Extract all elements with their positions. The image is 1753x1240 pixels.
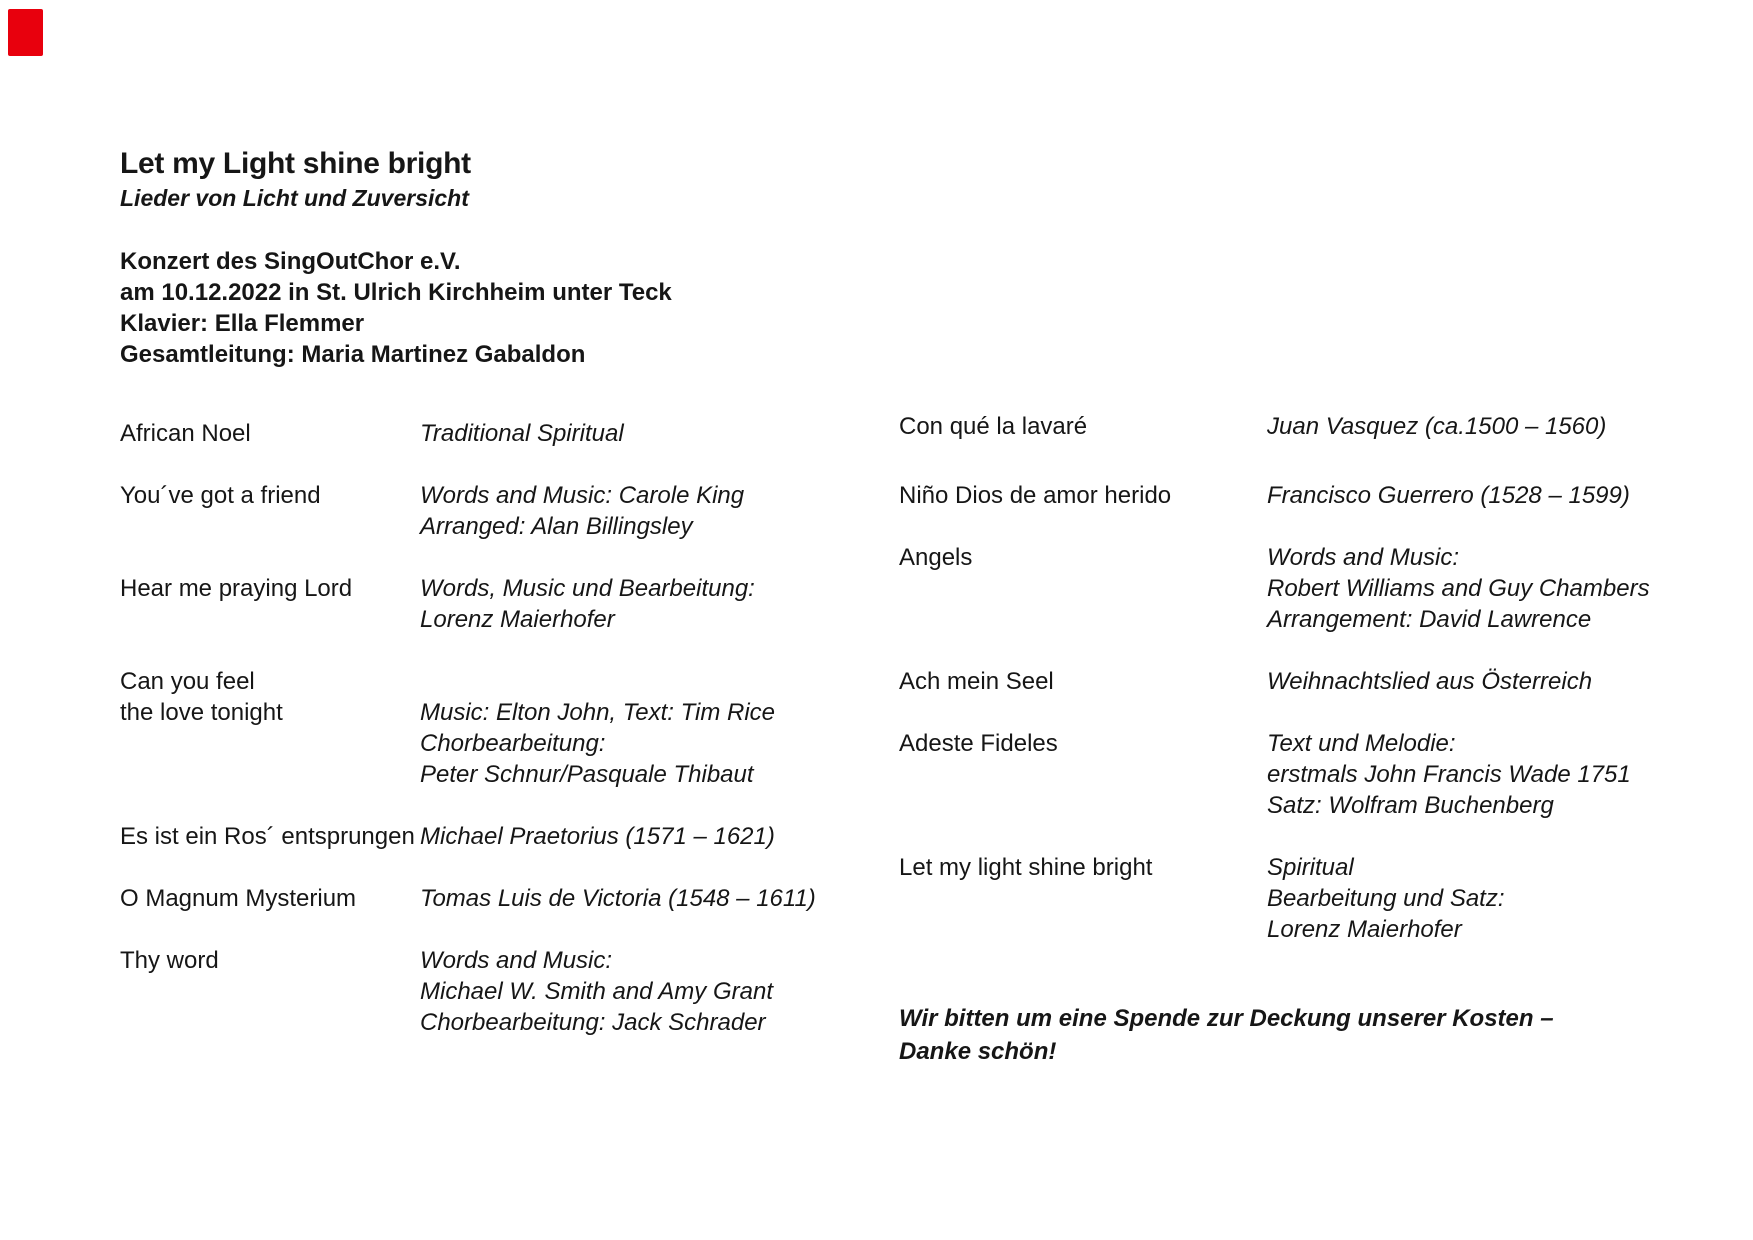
song-credits-line: Words, Music und Bearbeitung: [420, 575, 755, 602]
program-entry [899, 411, 1719, 442]
song-credits [1267, 852, 1719, 945]
program-entry [120, 821, 880, 852]
song-title [120, 821, 420, 852]
song-credits-line: Lorenz Maierhofer [420, 606, 615, 633]
concert-info-line: am 10.12.2022 in St. Ulrich Kirchheim unter Teck [120, 279, 672, 306]
song-title-line: Con qué la lavaré [899, 413, 1088, 440]
song-title-line: Can you feel [120, 668, 255, 695]
song-title-line: Es ist ein Ros´ entsprungen [120, 823, 415, 850]
song-credits [420, 945, 880, 1038]
song-credits [1267, 411, 1719, 442]
song-credits-line: Satz: Wolfram Buchenberg [1267, 792, 1554, 819]
song-credits-line: Text und Melodie: [1267, 730, 1456, 757]
song-credits-line: Juan Vasquez (ca.1500 – 1560) [1267, 413, 1607, 440]
donation-note-line: Wir bitten um eine Spende zur Deckung unserer Kosten – [899, 1005, 1554, 1032]
donation-note-line: Danke schön! [899, 1038, 1057, 1065]
program-entry [120, 418, 880, 449]
song-credits-line: Peter Schnur/Pasquale Thibaut [420, 761, 754, 788]
song-credits-line: erstmals John Francis Wade 1751 [1267, 761, 1631, 788]
program-entry [120, 666, 880, 790]
song-credits-line: Arranged: Alan Billingsley [420, 513, 693, 540]
song-credits-line: Music: Elton John, Text: Tim Rice [420, 699, 776, 726]
song-title-line: Ach mein Seel [899, 668, 1054, 695]
program-entry [899, 480, 1719, 511]
program-column-left [120, 418, 880, 1038]
song-credits-line: Words and Music: [1267, 544, 1460, 571]
program-entry [120, 573, 880, 635]
song-credits-line: Arrangement: David Lawrence [1267, 606, 1592, 633]
page-title: Let my Light shine bright [120, 147, 471, 180]
song-credits [420, 821, 880, 852]
song-title-line: African Noel [120, 420, 251, 447]
song-title-line: the love tonight [120, 699, 283, 726]
song-credits [420, 666, 880, 790]
song-credits [420, 883, 880, 914]
song-title-line: Angels [899, 544, 973, 571]
page-subtitle: Lieder von Licht und Zuversicht [120, 185, 469, 211]
song-title-line: Thy word [120, 947, 219, 974]
song-credits-line: Chorbearbeitung: [420, 730, 606, 757]
song-credits-line: Francisco Guerrero (1528 – 1599) [1267, 482, 1630, 509]
program-entry [120, 883, 880, 914]
song-title [899, 411, 1267, 442]
song-credits [420, 573, 880, 635]
song-credits [1267, 542, 1719, 635]
song-credits-line: Chorbearbeitung: Jack Schrader [420, 1009, 766, 1036]
song-title [120, 480, 420, 511]
program-entry [120, 945, 880, 1038]
song-credits-line: Robert Williams and Guy Chambers [1267, 575, 1650, 602]
song-title-line: Let my light shine bright [899, 854, 1153, 881]
donation-note [899, 1002, 1554, 1068]
concert-info-line: Konzert des SingOutChor e.V. [120, 248, 461, 275]
song-credits-line: Lorenz Maierhofer [1267, 916, 1462, 943]
program-entry [899, 542, 1719, 635]
concert-info [120, 246, 672, 370]
song-credits [420, 480, 880, 542]
song-credits-line: Michael Praetorius (1571 – 1621) [420, 823, 775, 850]
song-title [899, 666, 1267, 697]
song-title [899, 852, 1267, 883]
song-credits [420, 418, 880, 449]
song-credits-line: Words and Music: Carole King [420, 482, 745, 509]
song-credits-line: Bearbeitung und Satz: [1267, 885, 1505, 912]
song-title-line: Hear me praying Lord [120, 575, 353, 602]
song-credits-line: Tomas Luis de Victoria (1548 – 1611) [420, 885, 816, 912]
song-title [899, 728, 1267, 759]
song-title [120, 883, 420, 914]
song-credits-line: Words and Music: [420, 947, 613, 974]
song-credits-line: Weihnachtslied aus Österreich [1267, 668, 1593, 695]
program-entry [120, 480, 880, 542]
song-title [120, 418, 420, 449]
song-title [899, 542, 1267, 573]
song-title-line: O Magnum Mysterium [120, 885, 357, 912]
song-title [120, 573, 420, 604]
song-title [899, 480, 1267, 511]
concert-info-line: Klavier: Ella Flemmer [120, 310, 365, 337]
program-entry [899, 852, 1719, 945]
program-entry [899, 666, 1719, 697]
song-credits-line: Traditional Spiritual [420, 420, 624, 447]
song-credits-line: Michael W. Smith and Amy Grant [420, 978, 773, 1005]
song-title [120, 666, 420, 728]
song-title-line: Adeste Fideles [899, 730, 1058, 757]
concert-info-line: Gesamtleitung: Maria Martinez Gabaldon [120, 341, 586, 368]
song-credits-line: Spiritual [1267, 854, 1354, 881]
song-title [120, 945, 420, 976]
song-title-line: You´ve got a friend [120, 482, 321, 509]
song-credits [1267, 728, 1719, 821]
song-title-line: Niño Dios de amor herido [899, 482, 1172, 509]
program-entry [899, 728, 1719, 821]
song-credits [1267, 666, 1719, 697]
song-credits [1267, 480, 1719, 511]
program-column-right [899, 411, 1719, 945]
red-marker [8, 9, 43, 56]
